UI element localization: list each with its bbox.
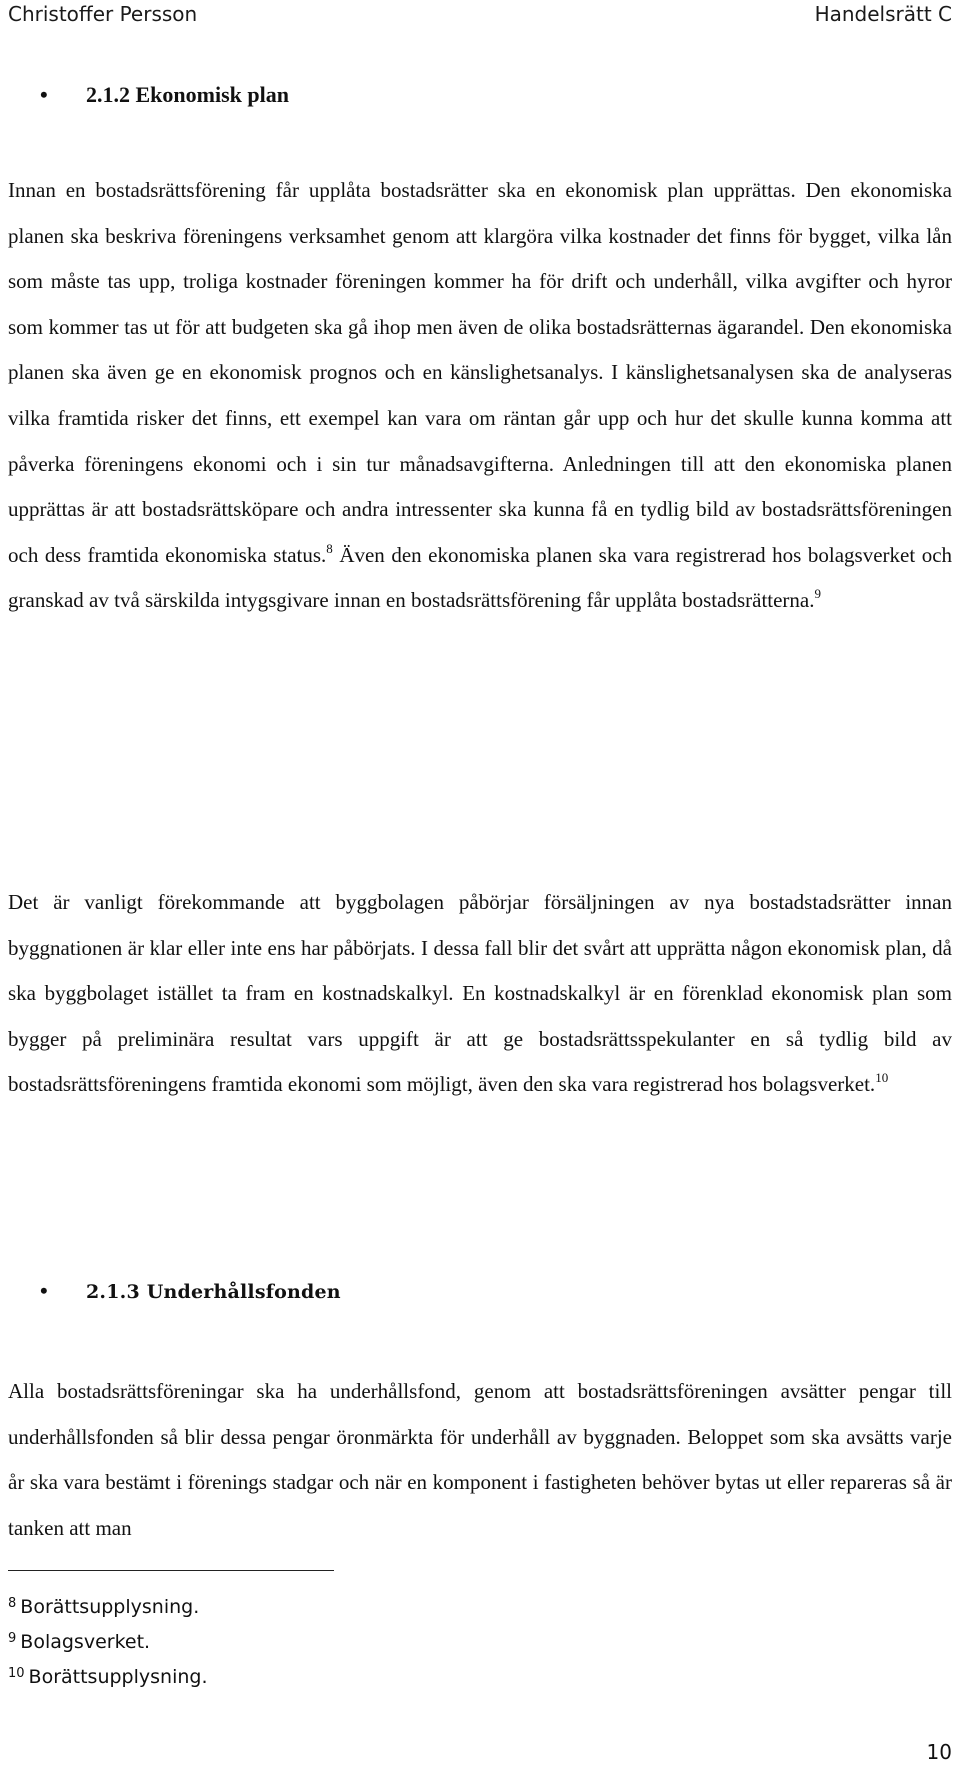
footnote-item xyxy=(8,1588,208,1623)
footnotes xyxy=(8,1588,208,1693)
paragraph-kostnadskalkyl xyxy=(8,880,952,1108)
footnote-text: Borättsupplysning. xyxy=(20,1596,200,1618)
header-course: Handelsrätt C xyxy=(814,2,952,26)
footnote-ref: 10 xyxy=(875,1070,889,1086)
section-heading-underhallsfonden xyxy=(40,1278,341,1304)
footnote-item xyxy=(8,1623,208,1658)
section-heading-ekonomisk-plan xyxy=(40,82,289,108)
page-header xyxy=(8,0,952,32)
paragraph-text: Det är vanligt förekommande att byggbolagen påbörjar försäljningen av nya bostadstadsrätter innan byggnationen är klar eller inte ens har påbörjats. I dessa fall blir det svårt att upprätta någon ekonomisk plan, då ska byggbolaget istället ta fram en kostnadskalkyl. En kostnadskalkyl är en förenklad ekonomisk plan som bygger på preliminära resultat vars uppgift är att ge bostadsrättsspekulanter en så tydlig bild av bostadsrättsföreningens framtida ekonomi som möjligt, även den ska vara registrerad hos bolagsverket. xyxy=(8,890,952,1097)
page-number: 10 xyxy=(926,1740,952,1764)
footnote-number: 10 xyxy=(8,1666,25,1681)
footnote-text: Borättsupplysning. xyxy=(28,1666,208,1688)
header-author: Christoffer Persson xyxy=(8,2,198,26)
footnote-ref: 9 xyxy=(814,586,822,602)
section-title: 2.1.3 Underhållsfonden xyxy=(86,1281,341,1303)
paragraph-text: Även den ekonomiska planen ska vara registrerad hos bolagsverket och granskad av två särskilda intygsgivare innan en bostadsrättsförening får upplåta bostadsrätterna. xyxy=(8,542,953,613)
bullet-icon: • xyxy=(40,1278,48,1303)
footnote-number: 9 xyxy=(8,1631,17,1646)
paragraph-text: Innan en bostadsrättsförening får upplåta bostadsrätter ska en ekonomisk plan upprättas. Den ekonomiska planen ska beskriva föreningens verksamhet genom att klargöra vilka kostnader det finns för bygget, vilka lån som måste tas upp, troliga kostnader föreningen kommer ha för drift och underhåll, vilka avgifter och hyror som kommer tas ut för att budgeten ska gå ihop men även de olika bostadsrätternas ägarandel. Den ekonomiska planen ska även ge en ekonomisk prognos och en känslighetsanalys. I känslighetsanalysen ska de analyseras vilka framtida risker det finns, ett exempel kan vara om räntan går upp och hur det skulle kunna komma att påverka föreningens ekonomi och i sin tur månadsavgifterna. Anledningen till att den ekonomiska planen upprättas är att bostadsrättsköpare och andra intressenter ska kunna få en tydlig bild av bostadsrättsföreningen och dess framtida ekonomiska status. xyxy=(8,178,952,567)
footnote-divider xyxy=(8,1570,334,1571)
footnote-ref: 8 xyxy=(326,540,333,556)
paragraph-ekonomisk-plan xyxy=(8,168,952,624)
footnote-text: Bolagsverket. xyxy=(20,1631,151,1653)
section-title: 2.1.2 Ekonomisk plan xyxy=(86,82,289,107)
footnote-number: 8 xyxy=(8,1596,17,1611)
bullet-icon: • xyxy=(40,82,48,107)
paragraph-underhallsfonden: Alla bostadsrättsföreningar ska ha underhållsfond, genom att bostadsrättsföreningen avsätter pengar till underhållsfonden så blir dessa pengar öronmärkta för underhåll av byggnaden. Beloppet som ska avsätts varje år ska vara bestämt i förenings stadgar och när en komponent i fastigheten behöver bytas ut eller repareras så är tanken att man xyxy=(8,1379,952,1540)
footnote-item xyxy=(8,1658,208,1693)
